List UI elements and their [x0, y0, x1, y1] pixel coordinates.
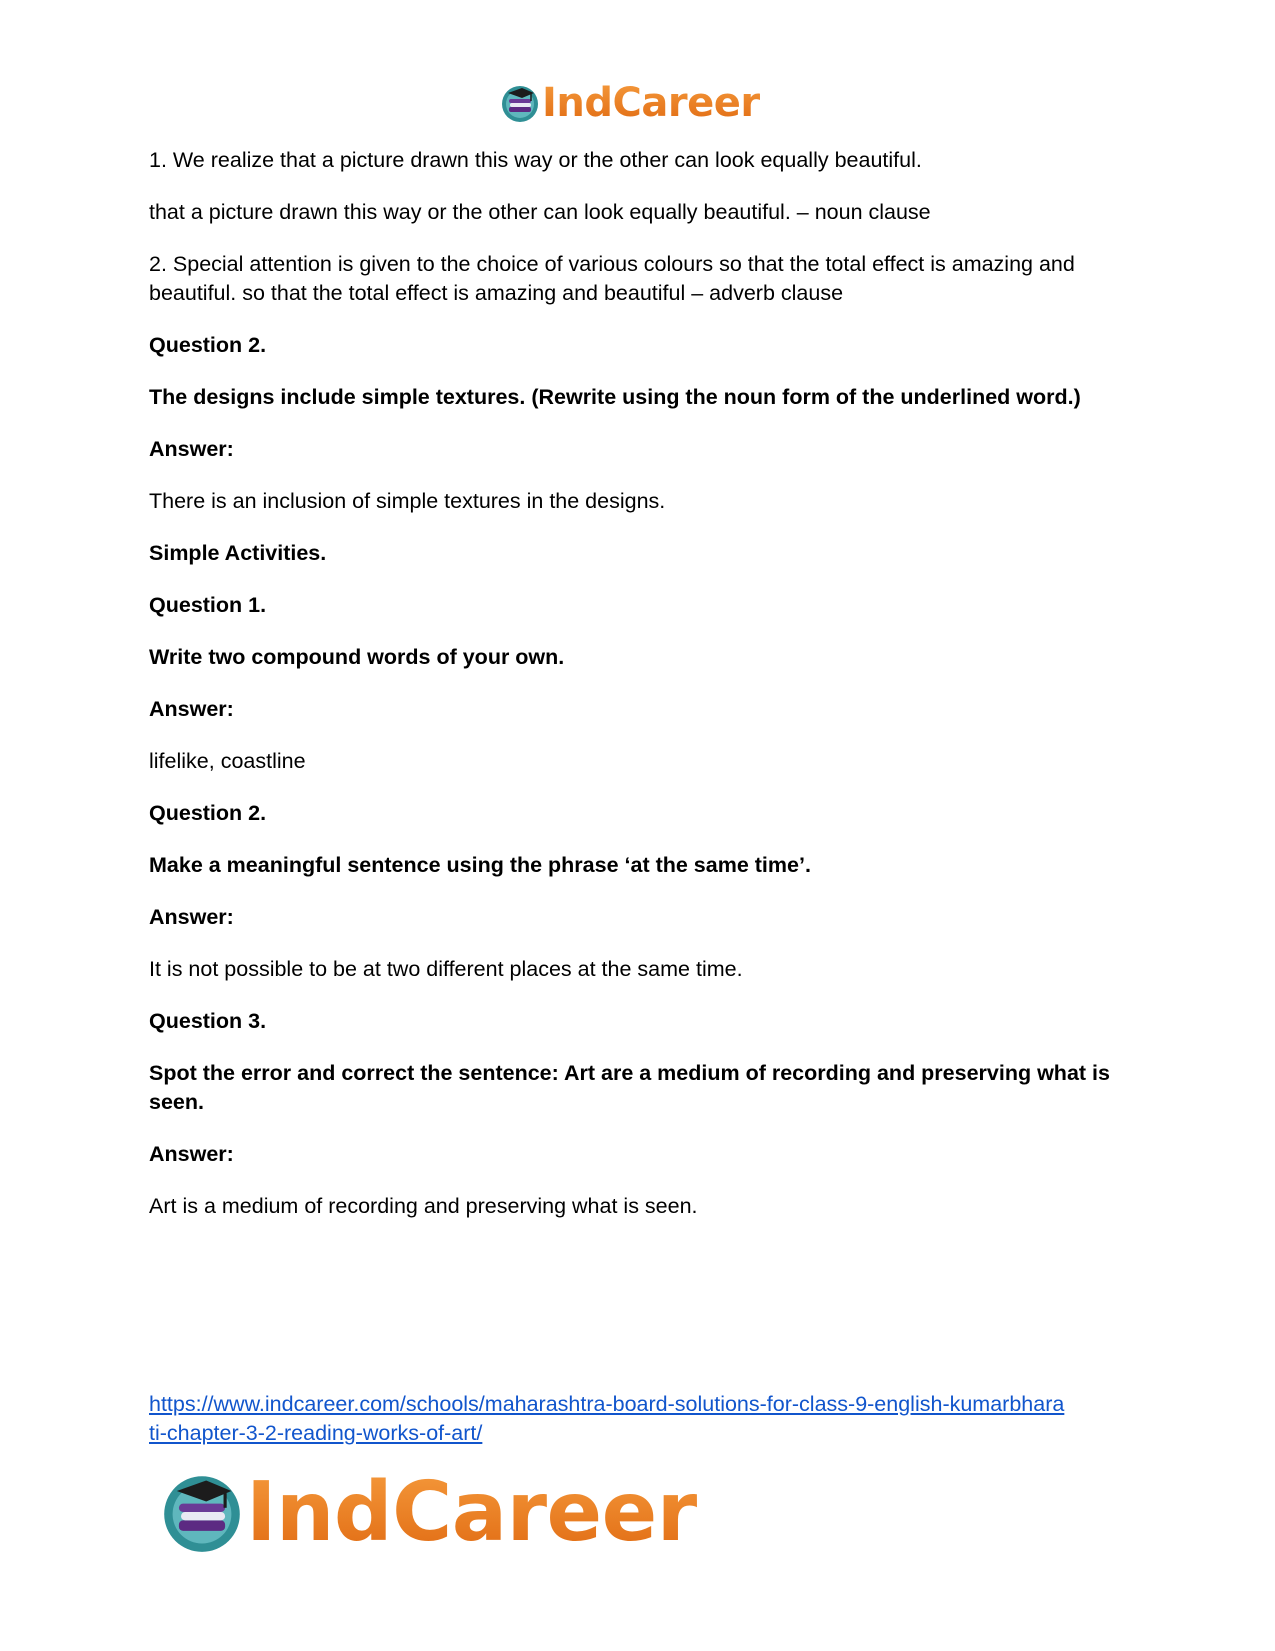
answer-label: Answer:	[149, 1142, 234, 1166]
page-content	[149, 146, 1139, 1244]
answer-label: Answer:	[149, 437, 234, 461]
answer-text: lifelike, coastline	[149, 749, 306, 773]
answer-label: Answer:	[149, 905, 234, 929]
question-text: Make a meaningful sentence using the phrase ‘at the same time’.	[149, 853, 811, 877]
text-line: that a picture drawn this way or the other can look equally beautiful. – noun clause	[149, 200, 931, 224]
question-text: Write two compound words of your own.	[149, 645, 565, 669]
text-line: 1. We realize that a picture drawn this way or the other can look equally beautiful.	[149, 148, 922, 172]
text-line: 2. Special attention is given to the choice of various colours so that the total effect is amazing and beautiful. so that the total effect is amazing and beautiful – adverb clause	[149, 252, 1075, 305]
answer-text: It is not possible to be at two different places at the same time.	[149, 957, 743, 981]
answer-label: Answer:	[149, 697, 234, 721]
section-heading: Simple Activities.	[149, 541, 327, 565]
question-text: Spot the error and correct the sentence: Art are a medium of recording and preserving what is seen.	[149, 1061, 1110, 1114]
graduation-cap-books-icon	[160, 1470, 244, 1554]
question-heading: Question 1.	[149, 593, 267, 617]
logo-wordmark: IndCareer	[542, 80, 760, 126]
header-logo	[500, 78, 760, 128]
source-url-line-1[interactable]: https://www.indcareer.com/schools/maharashtra-board-solutions-for-class-9-english-kumarbhara	[149, 1392, 1065, 1416]
source-url-line-2[interactable]: ti-chapter-3-2-reading-works-of-art/	[149, 1421, 483, 1445]
question-text: The designs include simple textures. (Rewrite using the noun form of the underlined word.)	[149, 385, 1081, 409]
graduation-cap-books-icon	[500, 83, 540, 123]
answer-text: Art is a medium of recording and preserving what is seen.	[149, 1194, 698, 1218]
question-heading: Question 2.	[149, 801, 267, 825]
question-heading: Question 2.	[149, 333, 267, 357]
question-heading: Question 3.	[149, 1009, 267, 1033]
logo-wordmark: IndCareer	[246, 1464, 697, 1560]
answer-text: There is an inclusion of simple textures in the designs.	[149, 489, 666, 513]
footer-logo	[160, 1462, 697, 1562]
source-url-link[interactable]	[149, 1390, 1149, 1448]
